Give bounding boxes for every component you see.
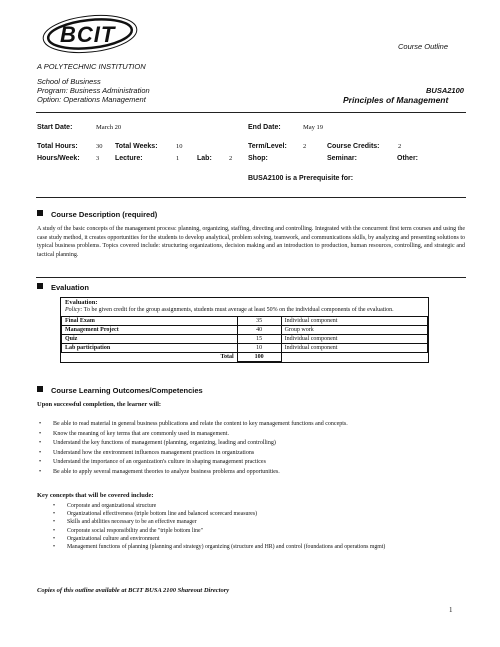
- lecture-label: Lecture:: [115, 155, 143, 162]
- outcome-item: • Understand how the environment influences management practices in organizations: [37, 449, 467, 459]
- page-number: 1: [449, 606, 453, 614]
- key-concept-item: • Corporate and organizational structure: [37, 502, 437, 510]
- evaluation-total-row: [62, 353, 428, 362]
- evaluation-policy: Policy: To be given credit for the group assignments, students must average at least 50% on the individual components of the evaluation.: [65, 307, 394, 313]
- other-label: Other:: [397, 155, 418, 162]
- hours-week-label: Hours/Week:: [37, 155, 80, 162]
- doc-type: Course Outline: [398, 42, 449, 51]
- evaluation-item-cell: Final Exam: [62, 317, 238, 326]
- program: Program: Business Administration: [37, 86, 150, 95]
- outcome-item: • Understand the key functions of management (planning, organizing, leading and controlling): [37, 439, 467, 449]
- start-date-label: Start Date:: [37, 124, 73, 131]
- total-weeks-label: Total Weeks:: [115, 143, 158, 150]
- term-level-label: Term/Level:: [248, 143, 287, 150]
- evaluation-weight-cell: 40: [237, 326, 281, 335]
- evaluation-box: [60, 297, 429, 363]
- evaluation-box-title: Evaluation:: [65, 299, 98, 306]
- course-credits-value: 2: [398, 143, 402, 150]
- course-credits-label: Course Credits:: [327, 143, 380, 150]
- lab-value: 2: [229, 155, 233, 162]
- evaluation-type-cell: Individual component: [281, 335, 427, 344]
- evaluation-row: [62, 326, 428, 335]
- total-hours-value: 30: [96, 143, 103, 150]
- description-text: A study of the basic concepts of the management process: planning, organizing, staffing, directing and controlling. Integrated with the concurrent first term courses and using the case study method, it creates opportunities for the students to develop analytical, problem solving, teamwork, and communications skills, by analyzing and presenting solutions to typical business problems. Topics covered include: structuring organizations, decision making and an introduction to production, human resources, controlling, and strategic and tactical planning.: [37, 226, 465, 258]
- section-bullet-icon: [37, 386, 43, 392]
- outcome-item: • Know the meaning of key terms that are commonly used in management.: [37, 430, 467, 440]
- end-date-label: End Date:: [248, 124, 281, 131]
- course-code: BUSA2100: [426, 86, 464, 95]
- outcomes-list: [37, 420, 467, 477]
- evaluation-weight-cell: 35: [237, 317, 281, 326]
- prereq-label: BUSA2100 is a Prerequisite for:: [248, 175, 354, 182]
- start-date-value: March 20: [96, 124, 122, 131]
- lecture-value: 1: [176, 155, 180, 162]
- school: School of Business: [37, 77, 101, 86]
- key-concepts-list: [37, 502, 437, 551]
- evaluation-heading: Evaluation: [37, 283, 89, 292]
- evaluation-total-empty: [281, 353, 427, 362]
- section-bullet-icon: [37, 283, 43, 289]
- outcome-item: • Understand the importance of an organization's culture in shaping management practices: [37, 458, 467, 468]
- total-hours-label: Total Hours:: [37, 143, 78, 150]
- evaluation-type-cell: Individual component: [281, 344, 427, 353]
- evaluation-row: [62, 317, 428, 326]
- tagline: A POLYTECHNIC INSTITUTION: [37, 62, 146, 71]
- term-level-value: 2: [303, 143, 307, 150]
- evaluation-type-cell: Group work: [281, 326, 427, 335]
- evaluation-table: [61, 316, 428, 362]
- evaluation-total-label: Total: [62, 353, 238, 362]
- option: Option: Operations Management: [37, 95, 146, 104]
- course-title: Principles of Management: [343, 95, 449, 105]
- hours-week-value: 3: [96, 155, 100, 162]
- divider-details: [36, 197, 466, 198]
- outcomes-intro: Upon successful completion, the learner will:: [37, 401, 162, 408]
- divider-top: [36, 112, 466, 113]
- end-date-value: May 19: [303, 124, 324, 131]
- key-concept-item: • Organizational effectiveness (triple bottom line and balanced scorecard measures): [37, 510, 437, 518]
- evaluation-item-cell: Lab participation: [62, 344, 238, 353]
- evaluation-weight-cell: 15: [237, 335, 281, 344]
- section-bullet-icon: [37, 210, 43, 216]
- evaluation-item-cell: Management Project: [62, 326, 238, 335]
- total-weeks-value: 10: [176, 143, 183, 150]
- description-heading: Course Description (required): [37, 210, 157, 219]
- evaluation-row: [62, 335, 428, 344]
- key-concept-item: • Organizational culture and environment: [37, 535, 437, 543]
- bcit-logo: [38, 12, 138, 62]
- key-concepts-intro: Key concepts that will be covered include:: [37, 492, 154, 499]
- evaluation-type-cell: Individual component: [281, 317, 427, 326]
- key-concept-item: • Skills and abilities necessary to be an effective manager: [37, 518, 437, 526]
- evaluation-item-cell: Quiz: [62, 335, 238, 344]
- lab-label: Lab:: [197, 155, 212, 162]
- logo-text: BCIT: [60, 22, 116, 47]
- divider-description: [36, 277, 466, 278]
- outcomes-heading: Course Learning Outcomes/Competencies: [37, 386, 203, 395]
- key-concept-item: • Corporate social responsibility and the "triple bottom line": [37, 527, 437, 535]
- outcome-item: • Be able to read material in general business publications and relate the content to key management functions and concepts.: [37, 420, 467, 430]
- evaluation-weight-cell: 10: [237, 344, 281, 353]
- seminar-label: Seminar:: [327, 155, 357, 162]
- evaluation-row: [62, 344, 428, 353]
- shop-label: Shop:: [248, 155, 268, 162]
- evaluation-total-value: 100: [237, 353, 281, 362]
- footer-note: Copies of this outline available at BCIT BUSA 2100 Shareout Directory: [37, 587, 230, 594]
- key-concept-item: • Management functions of planning (planning and strategy) organizing (structure and HR) and control (foundations and operations mgmt): [37, 543, 437, 551]
- outcome-item: • Be able to apply several management theories to analyze business problems and opportunities.: [37, 468, 467, 478]
